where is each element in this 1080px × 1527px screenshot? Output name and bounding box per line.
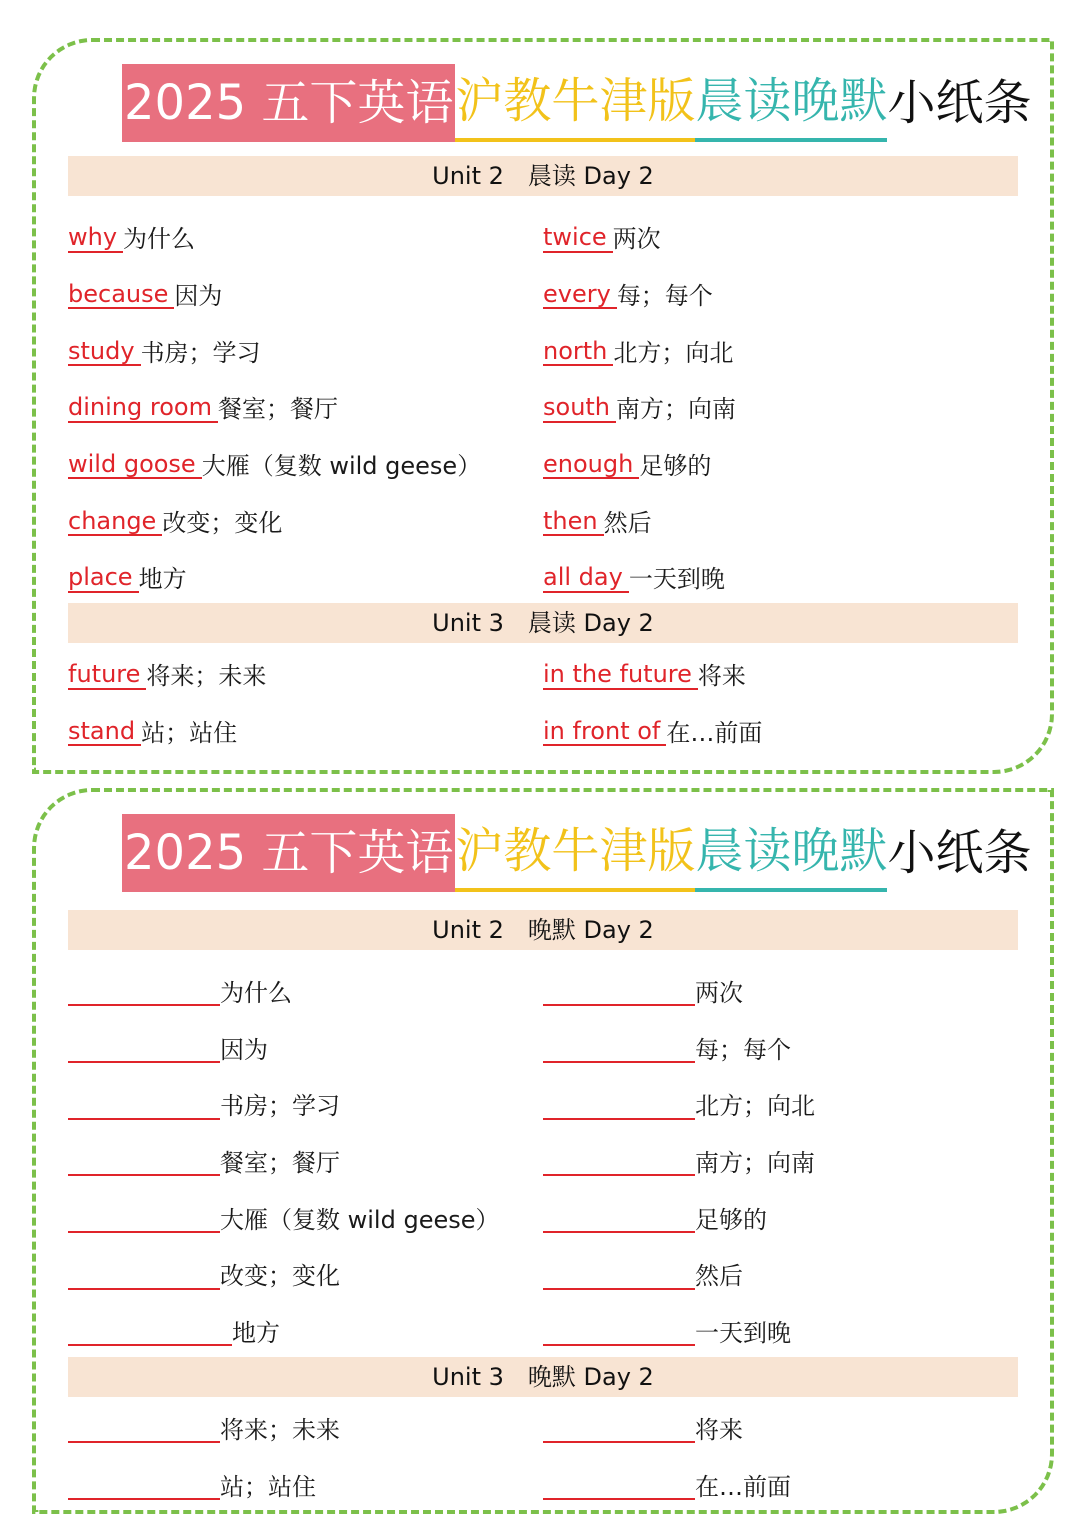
vocab-meaning: 足够的	[695, 1205, 767, 1234]
vocab-word: because	[68, 281, 174, 309]
dictation-row	[68, 964, 1018, 1021]
vocab-word: stand	[68, 718, 141, 746]
title-part-grade: 2025 五下英语	[122, 64, 455, 142]
evening-dictation-card	[32, 788, 1054, 1514]
vocab-word: wild goose	[68, 451, 202, 479]
answer-blank[interactable]	[543, 1205, 695, 1233]
vocab-meaning: 将来	[695, 1415, 743, 1444]
answer-blank[interactable]	[543, 1148, 695, 1176]
dictation-row	[68, 1401, 1018, 1458]
title-part-reading: 晨读晚默	[695, 814, 887, 892]
vocab-row	[68, 647, 1018, 704]
vocab-word: future	[68, 661, 146, 689]
vocab-row	[68, 323, 1018, 380]
answer-blank[interactable]	[68, 1148, 220, 1176]
vocab-word: every	[543, 281, 617, 309]
answer-blank[interactable]	[68, 1205, 220, 1233]
answer-blank[interactable]	[68, 1415, 220, 1443]
section-header-unit3: Unit 3 晚默 Day 2	[68, 1357, 1018, 1397]
answer-blank[interactable]	[68, 1262, 220, 1290]
answer-blank[interactable]	[543, 1035, 695, 1063]
dictation-row	[68, 1134, 1018, 1191]
vocab-word: place	[68, 564, 139, 592]
vocab-meaning: 两次	[612, 225, 661, 254]
vocab-word: south	[543, 394, 616, 422]
dictation-row	[68, 1458, 1018, 1515]
answer-blank[interactable]	[68, 1092, 220, 1120]
title-part-note: 小纸条	[887, 75, 1032, 131]
vocab-meaning: 一天到晚	[695, 1319, 791, 1348]
title-part-reading: 晨读晚默	[695, 64, 887, 142]
answer-blank[interactable]	[68, 978, 220, 1006]
vocab-word: in front of	[543, 718, 666, 746]
card-title	[122, 814, 1031, 892]
vocab-meaning: 因为	[174, 281, 223, 310]
title-part-grade: 2025 五下英语	[122, 814, 455, 892]
vocab-meaning: 北方；向北	[695, 1092, 815, 1121]
vocab-meaning: 餐室；餐厅	[220, 1149, 340, 1178]
answer-blank[interactable]	[543, 1318, 695, 1346]
vocab-meaning: 将来；未来	[146, 662, 267, 691]
vocab-word: change	[68, 508, 162, 536]
vocab-meaning: 在…前面	[695, 1472, 791, 1501]
dictation-row	[68, 1304, 1018, 1361]
answer-blank[interactable]	[543, 1472, 695, 1500]
vocab-meaning: 北方；向北	[613, 338, 734, 367]
vocab-word: north	[543, 338, 613, 366]
title-part-edition: 沪教牛津版	[455, 64, 695, 142]
vocab-meaning: 南方；向南	[616, 395, 737, 424]
vocab-row	[68, 210, 1018, 267]
vocab-meaning: 站；站住	[220, 1472, 316, 1501]
vocab-meaning: 足够的	[639, 451, 712, 480]
answer-blank[interactable]	[543, 978, 695, 1006]
title-part-note: 小纸条	[887, 825, 1032, 881]
vocab-meaning: 然后	[603, 508, 652, 537]
section-header-unit3: Unit 3 晨读 Day 2	[68, 603, 1018, 643]
card-title	[122, 64, 1031, 142]
vocab-meaning: 地方	[138, 565, 187, 594]
vocab-meaning: 每；每个	[695, 1035, 791, 1064]
vocab-word: all day	[543, 564, 629, 592]
dictation-row	[68, 1077, 1018, 1134]
vocab-meaning: 大雁（复数 wild geese）	[201, 451, 482, 480]
section-header-unit2: Unit 2 晨读 Day 2	[68, 156, 1018, 196]
vocab-word: then	[543, 508, 604, 536]
vocab-meaning: 书房；学习	[140, 338, 261, 367]
dictation-row	[68, 1191, 1018, 1248]
vocab-meaning: 为什么	[123, 225, 196, 254]
vocab-list-unit2	[68, 210, 1018, 607]
dictation-list-unit2	[68, 964, 1018, 1361]
vocab-meaning: 南方；向南	[695, 1149, 815, 1178]
vocab-meaning: 餐室；餐厅	[217, 395, 338, 424]
vocab-row	[68, 437, 1018, 494]
vocab-word: enough	[543, 451, 639, 479]
vocab-meaning: 因为	[220, 1035, 268, 1064]
dictation-list-unit3	[68, 1401, 1018, 1514]
vocab-row	[68, 493, 1018, 550]
vocab-meaning: 书房；学习	[220, 1092, 340, 1121]
morning-reading-card	[32, 38, 1054, 774]
answer-blank[interactable]	[68, 1318, 232, 1346]
answer-blank[interactable]	[68, 1472, 220, 1500]
vocab-row	[68, 267, 1018, 324]
answer-blank[interactable]	[543, 1415, 695, 1443]
vocab-row	[68, 380, 1018, 437]
section-header-unit2: Unit 2 晚默 Day 2	[68, 910, 1018, 950]
answer-blank[interactable]	[543, 1092, 695, 1120]
vocab-list-unit3	[68, 647, 1018, 760]
vocab-row	[68, 550, 1018, 607]
vocab-word: dining room	[68, 394, 218, 422]
vocab-meaning: 一天到晚	[628, 565, 725, 594]
title-part-edition: 沪教牛津版	[455, 814, 695, 892]
vocab-meaning: 将来	[697, 662, 746, 691]
vocab-meaning: 在…前面	[666, 718, 763, 747]
answer-blank[interactable]	[543, 1262, 695, 1290]
vocab-word: twice	[543, 224, 613, 252]
vocab-meaning: 每；每个	[616, 281, 713, 310]
vocab-word: why	[68, 224, 123, 252]
vocab-word: study	[68, 338, 141, 366]
answer-blank[interactable]	[68, 1035, 220, 1063]
vocab-meaning: 两次	[695, 978, 743, 1007]
vocab-meaning: 将来；未来	[220, 1415, 340, 1444]
vocab-meaning: 站；站住	[141, 718, 238, 747]
dictation-row	[68, 1021, 1018, 1078]
vocab-row	[68, 704, 1018, 761]
vocab-meaning: 地方	[232, 1319, 280, 1348]
dictation-row	[68, 1247, 1018, 1304]
vocab-word: in the future	[543, 661, 698, 689]
vocab-meaning: 为什么	[220, 978, 292, 1007]
vocab-meaning: 改变；变化	[162, 508, 283, 537]
vocab-meaning: 然后	[695, 1262, 743, 1291]
vocab-meaning: 大雁（复数 wild geese）	[220, 1205, 500, 1234]
vocab-meaning: 改变；变化	[220, 1262, 340, 1291]
